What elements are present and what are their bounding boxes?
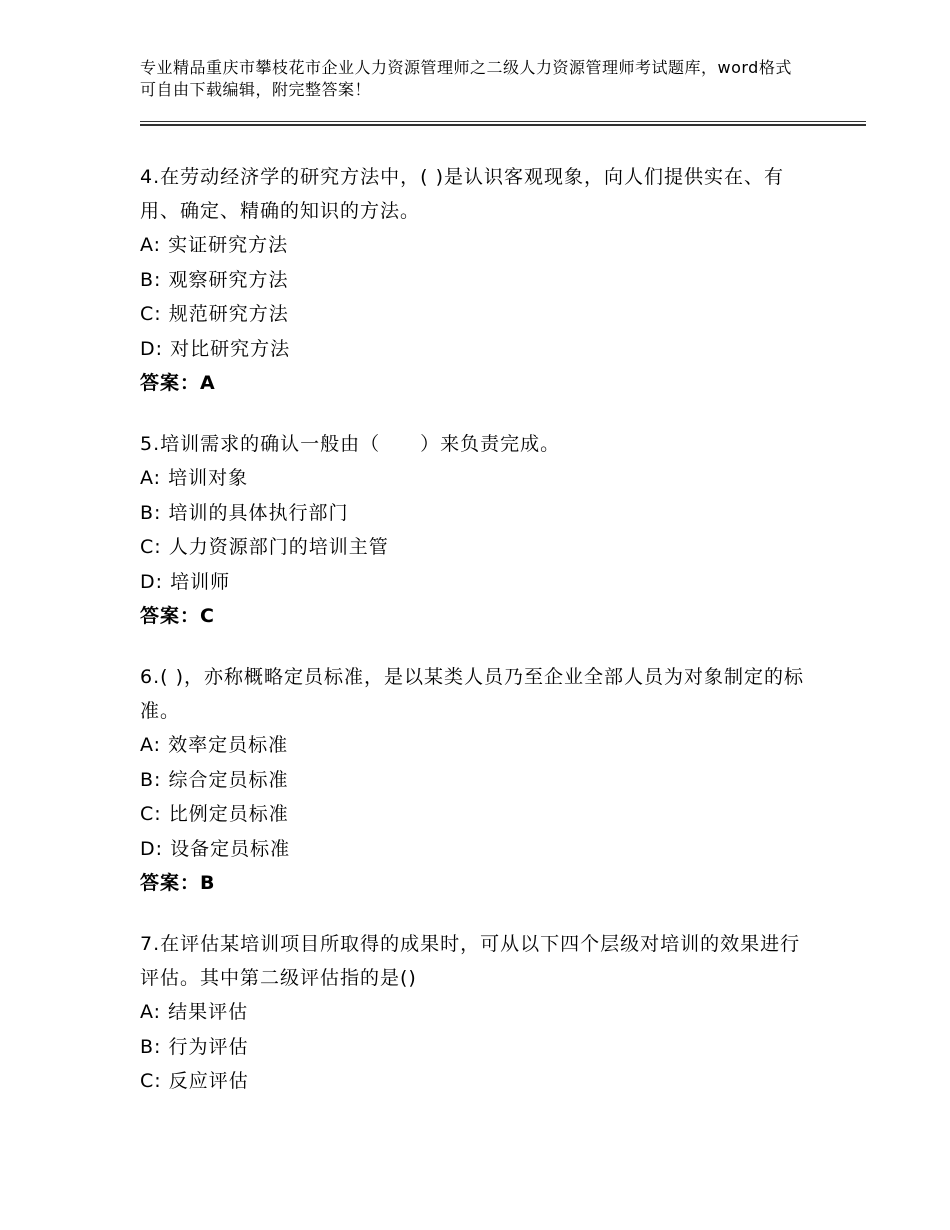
option-c: C: 人力资源部门的培训主管 [140, 536, 389, 558]
header-divider-top [140, 121, 866, 122]
option-c: C: 反应评估 [140, 1070, 249, 1092]
option-b: B: 综合定员标准 [140, 768, 289, 791]
answer-label: 答案：A [140, 372, 216, 394]
document-title: 专业精品重庆市攀枝花市企业人力资源管理师之二级人力资源管理师考试题库，word格式可自由下载编辑，附完整答案！ [140, 58, 792, 99]
option-b: B: 观察研究方法 [140, 268, 289, 291]
option-c: C: 比例定员标准 [140, 803, 289, 825]
option-b: B: 培训的具体执行部门 [140, 501, 349, 524]
option-b: B: 行为评估 [140, 1035, 249, 1058]
question-stem: 4.在劳动经济学的研究方法中，( )是认识客观现象，向人们提供实在、有用、确定、精确的知识的方法。 [140, 166, 784, 222]
option-d: D: 培训师 [140, 570, 231, 593]
option-d: D: 对比研究方法 [140, 337, 291, 360]
question-item [140, 660, 820, 900]
option-a: A: 实证研究方法 [140, 234, 289, 256]
question-list [140, 160, 820, 1126]
option-a: A: 结果评估 [140, 1001, 249, 1023]
header-divider-bottom [140, 124, 866, 126]
question-item [140, 160, 820, 400]
answer-label: 答案：B [140, 872, 216, 894]
option-a: A: 培训对象 [140, 467, 249, 489]
answer-label: 答案：C [140, 605, 215, 627]
question-item [140, 927, 820, 1099]
question-item [140, 427, 820, 633]
option-a: A: 效率定员标准 [140, 734, 289, 756]
option-d: D: 设备定员标准 [140, 837, 291, 860]
question-stem: 7.在评估某培训项目所取得的成果时，可从以下四个层级对培训的效果进行评估。其中第二级评估指的是() [140, 933, 801, 989]
question-stem: 6.( )，亦称概略定员标准，是以某类人员乃至企业全部人员为对象制定的标准。 [140, 666, 804, 722]
question-stem: 5.培训需求的确认一般由（ ）来负责完成。 [140, 433, 561, 455]
option-c: C: 规范研究方法 [140, 303, 289, 325]
